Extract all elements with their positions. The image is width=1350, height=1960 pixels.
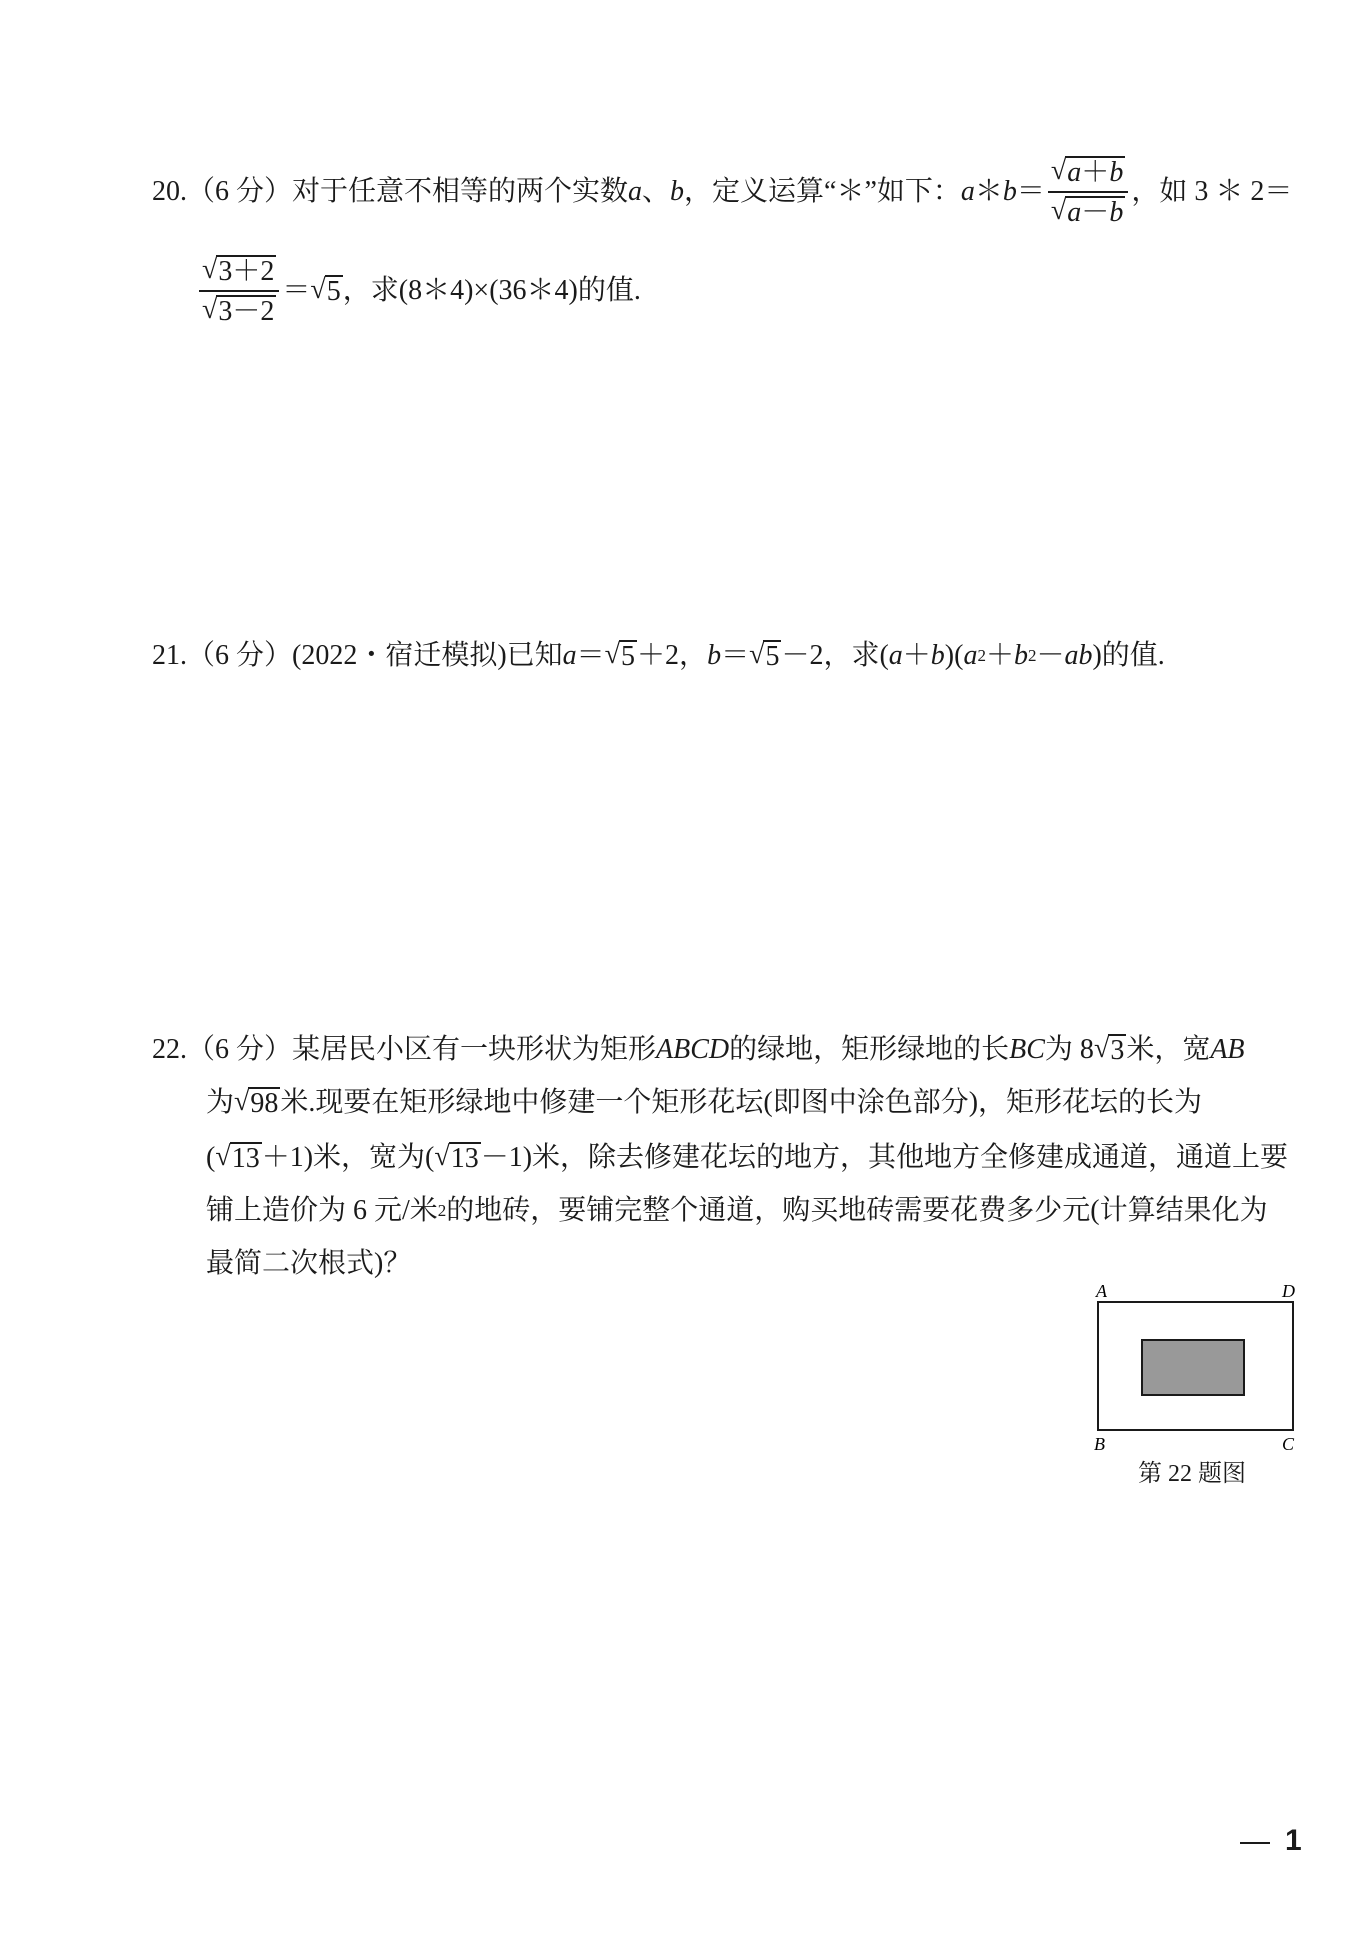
q22-figure xyxy=(1088,1280,1308,1455)
q20-def-b: b xyxy=(1002,176,1017,207)
q20-example-root: √ 5 xyxy=(310,274,341,307)
q22-head: 22.（6 分）某居民小区有一块形状为矩形 xyxy=(152,1034,657,1065)
figure-caption: 第 22 题图 xyxy=(1138,1461,1246,1487)
q21-root-2: √ 5 xyxy=(749,639,780,672)
q20-sep: 、 xyxy=(642,176,671,207)
q22-line-2: 为 √ 98 米.现要在矩形绿地中修建一个矩形花坛(即图中涂色部分)，矩形花坛的长为 xyxy=(206,1086,1203,1119)
q22-line-3: ( √ 13 ＋1)米，宽为( √ 13 －1)米，除去修建花坛的地方，其他地方全修建成通道，通道上要 xyxy=(206,1141,1289,1174)
q21-line: 21.（6 分）(2022・宿迁模拟)已知 a ＝ √ 5 ＋2， b ＝ √ 5 －2，求( a ＋ b )( a 2 ＋ b 2 － ab )的值. xyxy=(152,639,1165,672)
q20-def-star: ＊ xyxy=(974,176,1003,207)
page-number: 1 xyxy=(1285,1824,1302,1857)
label-b: B xyxy=(1094,1434,1105,1454)
q20-head: 20.（6 分）对于任意不相等的两个实数 xyxy=(152,176,629,207)
q20-ask: ，求(8＊4)×(36＊4)的值. xyxy=(342,275,641,306)
q20-line-1 xyxy=(152,156,1292,228)
flowerbed-rectangle xyxy=(1142,1340,1244,1395)
q21-var-a: a xyxy=(562,640,577,671)
q21-root-1: √ 5 xyxy=(604,639,636,672)
q20-example-num: 3＋2 xyxy=(218,256,275,287)
q21-head: 21.（6 分）(2022・宿迁模拟)已知 xyxy=(152,640,563,671)
q20-def-fraction xyxy=(1048,156,1128,228)
q21-tail: )的值. xyxy=(1092,640,1165,671)
q21-var-b: b xyxy=(707,640,722,671)
q20-den-sqrt: √ a－b xyxy=(1050,195,1124,228)
q20-example-eq: ＝ xyxy=(282,275,311,306)
q22-line-4: 铺上造价为 6 元/米 2 的地砖，要铺完整个通道，购买地砖需要花费多少元(计算结果化为 xyxy=(206,1195,1268,1226)
q20-mid: ，定义运算“＊”如下： xyxy=(684,176,961,207)
label-a: A xyxy=(1096,1281,1107,1301)
label-c: C xyxy=(1282,1434,1295,1454)
q20-example-fraction: √ 3＋2 √ 3－2 xyxy=(199,255,279,327)
q20-example-den: 3－2 xyxy=(218,296,275,327)
q20-def-eq: ＝ xyxy=(1016,176,1045,207)
q20-example-lead: ，如 3 ＊ 2＝ xyxy=(1131,176,1293,207)
q22-line-5: 最简二次根式)？ xyxy=(206,1248,412,1279)
q20-var-a: a xyxy=(628,176,643,207)
page-number-dash xyxy=(1240,1842,1270,1844)
q20-var-b: b xyxy=(670,176,685,207)
q20-def-a: a xyxy=(960,176,975,207)
label-d: D xyxy=(1282,1281,1295,1301)
q20-num-sqrt: √ a＋b xyxy=(1050,155,1124,188)
q20-line-2 xyxy=(196,255,641,327)
q22-line-1: 22.（6 分）某居民小区有一块形状为矩形 ABCD 的绿地，矩形绿地的长 BC 为 8 √ 3 米，宽 AB xyxy=(152,1033,1245,1066)
